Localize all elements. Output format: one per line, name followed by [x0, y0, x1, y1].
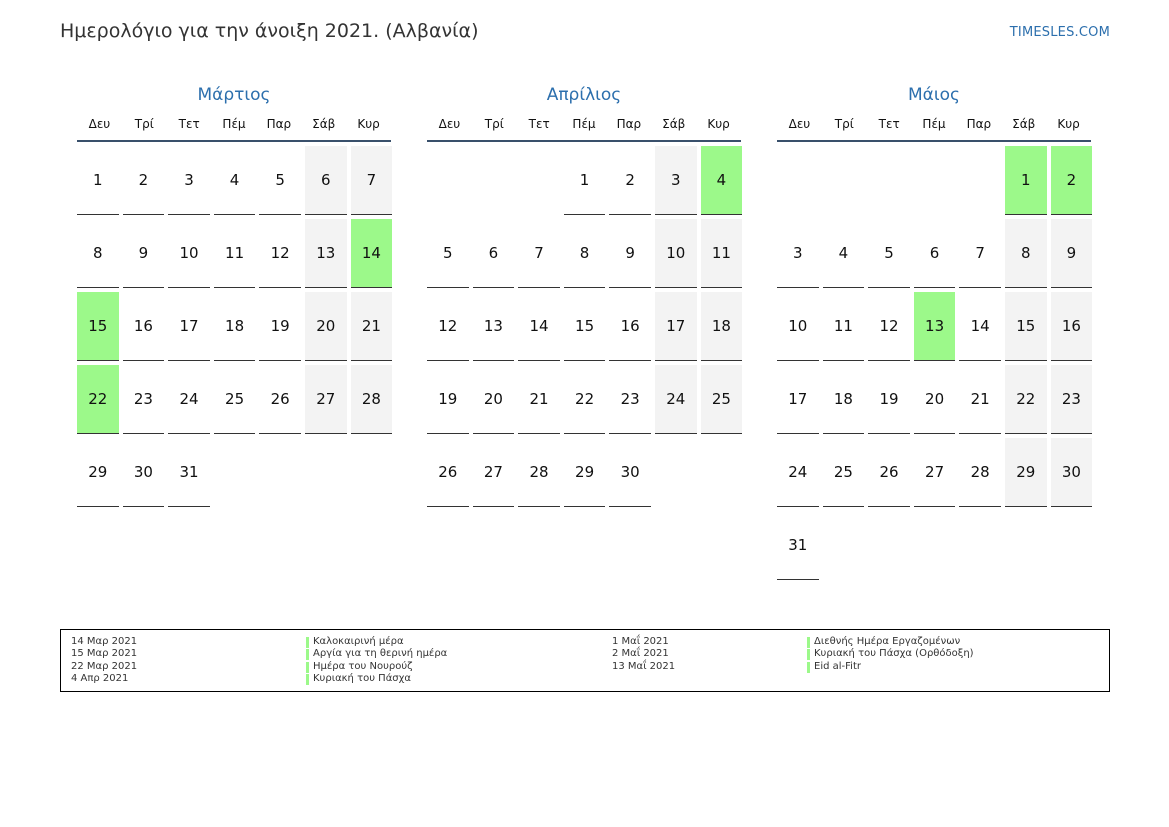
day-cell: 10 [168, 219, 210, 288]
weekday-label: Σάβ [662, 117, 686, 131]
day-cell: 18 [214, 292, 256, 361]
day-cell: 26 [868, 438, 910, 507]
day-cell: 1 [77, 146, 119, 215]
day-cell: 18 [823, 365, 865, 434]
day-cell: 17 [655, 292, 697, 361]
weekday-label: Κυρ [707, 117, 730, 131]
day-cell: 27 [473, 438, 515, 507]
month-march [77, 82, 391, 511]
day-cell: 5 [868, 219, 910, 288]
legend-entry: Κυριακή του Πάσχα [306, 673, 447, 685]
weekday-label: Πέμ [572, 117, 596, 131]
holiday-day-cell: 22 [77, 365, 119, 434]
day-cell: 27 [914, 438, 956, 507]
day-cell: 26 [427, 438, 469, 507]
legend-names-1 [306, 636, 447, 686]
day-cell: 2 [123, 146, 165, 215]
day-cell: 30 [1051, 438, 1093, 507]
day-cell: 17 [777, 365, 819, 434]
empty-cell [868, 146, 910, 215]
day-cell: 17 [168, 292, 210, 361]
weekday-header [777, 108, 1091, 142]
day-cell: 21 [959, 365, 1001, 434]
day-cell: 16 [123, 292, 165, 361]
holiday-day-cell: 15 [77, 292, 119, 361]
day-cell: 13 [473, 292, 515, 361]
holiday-day-cell: 14 [351, 219, 393, 288]
day-cell: 11 [214, 219, 256, 288]
legend-names-2 [807, 636, 974, 673]
holiday-day-cell: 13 [914, 292, 956, 361]
day-cell: 16 [1051, 292, 1093, 361]
weekday-label: Τρί [134, 117, 154, 131]
empty-cell [427, 146, 469, 215]
day-cell: 25 [823, 438, 865, 507]
day-grid [77, 146, 391, 511]
weekday-header [427, 108, 741, 142]
legend-entry: Ημέρα του Νουρούζ [306, 661, 447, 673]
legend-entry: 13 Μαΐ 2021 [612, 660, 676, 672]
legend-dates-2 [612, 636, 675, 673]
day-cell: 11 [701, 219, 743, 288]
day-cell: 23 [123, 365, 165, 434]
day-cell: 13 [305, 219, 347, 288]
day-cell: 23 [609, 365, 651, 434]
day-cell: 6 [305, 146, 347, 215]
day-cell: 31 [777, 511, 819, 580]
weekday-label: Τρί [834, 117, 854, 131]
empty-cell [914, 146, 956, 215]
day-cell: 2 [609, 146, 651, 215]
holiday-day-cell: 4 [701, 146, 743, 215]
empty-cell [473, 146, 515, 215]
weekday-label: Παρ [616, 117, 642, 131]
weekday-label: Κυρ [357, 117, 380, 131]
weekday-header [77, 108, 391, 142]
day-cell: 25 [701, 365, 743, 434]
legend-entry: 15 Μαρ 2021 [71, 648, 138, 660]
day-cell: 28 [518, 438, 560, 507]
day-cell: 23 [1051, 365, 1093, 434]
weekday-label: Πέμ [222, 117, 246, 131]
day-cell: 24 [777, 438, 819, 507]
page-title: Ημερολόγιο για την άνοιξη 2021. (Αλβανία) [60, 20, 479, 42]
day-cell: 6 [473, 219, 515, 288]
day-cell: 15 [1005, 292, 1047, 361]
weekday-label: Κυρ [1057, 117, 1080, 131]
holiday-legend [60, 629, 1110, 692]
legend-dates-1 [71, 636, 137, 686]
legend-entry: Αργία για τη θερινή ημέρα [306, 648, 447, 660]
weekday-label: Δευ [788, 117, 811, 131]
day-cell: 29 [564, 438, 606, 507]
day-cell: 12 [868, 292, 910, 361]
legend-entry: Διεθνής Ημέρα Εργαζομένων [807, 636, 974, 648]
day-cell: 20 [914, 365, 956, 434]
weekday-label: Δευ [88, 117, 111, 131]
day-cell: 19 [868, 365, 910, 434]
day-cell: 30 [609, 438, 651, 507]
day-cell: 8 [77, 219, 119, 288]
day-cell: 7 [959, 219, 1001, 288]
month-may [777, 82, 1091, 584]
day-cell: 7 [351, 146, 393, 215]
day-cell: 8 [564, 219, 606, 288]
day-cell: 21 [351, 292, 393, 361]
day-cell: 24 [168, 365, 210, 434]
legend-entry: 22 Μαρ 2021 [71, 660, 138, 672]
day-cell: 29 [77, 438, 119, 507]
day-cell: 28 [351, 365, 393, 434]
day-cell: 14 [518, 292, 560, 361]
empty-cell [777, 146, 819, 215]
day-cell: 22 [1005, 365, 1047, 434]
legend-entry: 14 Μαρ 2021 [71, 636, 138, 647]
month-name: Απρίλιος [546, 85, 622, 105]
day-cell: 9 [609, 219, 651, 288]
day-cell: 24 [655, 365, 697, 434]
day-cell: 25 [214, 365, 256, 434]
legend-entry: Καλοκαιρινή μέρα [306, 636, 447, 648]
day-cell: 1 [564, 146, 606, 215]
legend-entry: 1 Μαΐ 2021 [612, 636, 669, 647]
day-cell: 31 [168, 438, 210, 507]
day-cell: 3 [777, 219, 819, 288]
day-cell: 11 [823, 292, 865, 361]
empty-cell [823, 146, 865, 215]
day-cell: 3 [168, 146, 210, 215]
weekday-label: Σάβ [1012, 117, 1036, 131]
day-cell: 21 [518, 365, 560, 434]
day-cell: 22 [564, 365, 606, 434]
weekday-label: Τρί [484, 117, 504, 131]
day-cell: 12 [259, 219, 301, 288]
weekday-label: Πέμ [922, 117, 946, 131]
legend-entry: 4 Απρ 2021 [71, 673, 129, 685]
day-cell: 6 [914, 219, 956, 288]
month-april [427, 82, 741, 511]
day-cell: 12 [427, 292, 469, 361]
day-cell: 10 [777, 292, 819, 361]
day-cell: 20 [305, 292, 347, 361]
legend-entry: Κυριακή του Πάσχα (Ορθόδοξη) [807, 648, 974, 660]
empty-cell [959, 146, 1001, 215]
legend-entry: 2 Μαΐ 2021 [612, 648, 669, 660]
day-cell: 28 [959, 438, 1001, 507]
day-cell: 3 [655, 146, 697, 215]
empty-cell [518, 146, 560, 215]
holiday-day-cell: 1 [1005, 146, 1047, 215]
weekday-label: Παρ [966, 117, 992, 131]
weekday-label: Δευ [438, 117, 461, 131]
day-cell: 4 [823, 219, 865, 288]
day-cell: 29 [1005, 438, 1047, 507]
day-cell: 7 [518, 219, 560, 288]
legend-entry: Eid al-Fitr [807, 661, 974, 673]
day-cell: 16 [609, 292, 651, 361]
day-cell: 18 [701, 292, 743, 361]
day-cell: 5 [427, 219, 469, 288]
day-cell: 15 [564, 292, 606, 361]
day-cell: 9 [123, 219, 165, 288]
day-cell: 30 [123, 438, 165, 507]
day-cell: 9 [1051, 219, 1093, 288]
site-brand-link[interactable]: TIMESLES.COM [1009, 25, 1110, 40]
weekday-label: Τετ [178, 117, 200, 131]
day-cell: 4 [214, 146, 256, 215]
day-cell: 14 [959, 292, 1001, 361]
day-cell: 26 [259, 365, 301, 434]
day-cell: 10 [655, 219, 697, 288]
day-cell: 5 [259, 146, 301, 215]
holiday-day-cell: 2 [1051, 146, 1093, 215]
weekday-label: Σάβ [312, 117, 336, 131]
day-cell: 27 [305, 365, 347, 434]
day-grid [427, 146, 741, 511]
day-cell: 20 [473, 365, 515, 434]
weekday-label: Παρ [266, 117, 292, 131]
month-name: Μάρτιος [197, 85, 271, 105]
month-name: Μάιος [907, 85, 960, 105]
day-cell: 19 [259, 292, 301, 361]
weekday-label: Τετ [528, 117, 550, 131]
day-grid [777, 146, 1091, 584]
weekday-label: Τετ [878, 117, 900, 131]
day-cell: 19 [427, 365, 469, 434]
day-cell: 8 [1005, 219, 1047, 288]
